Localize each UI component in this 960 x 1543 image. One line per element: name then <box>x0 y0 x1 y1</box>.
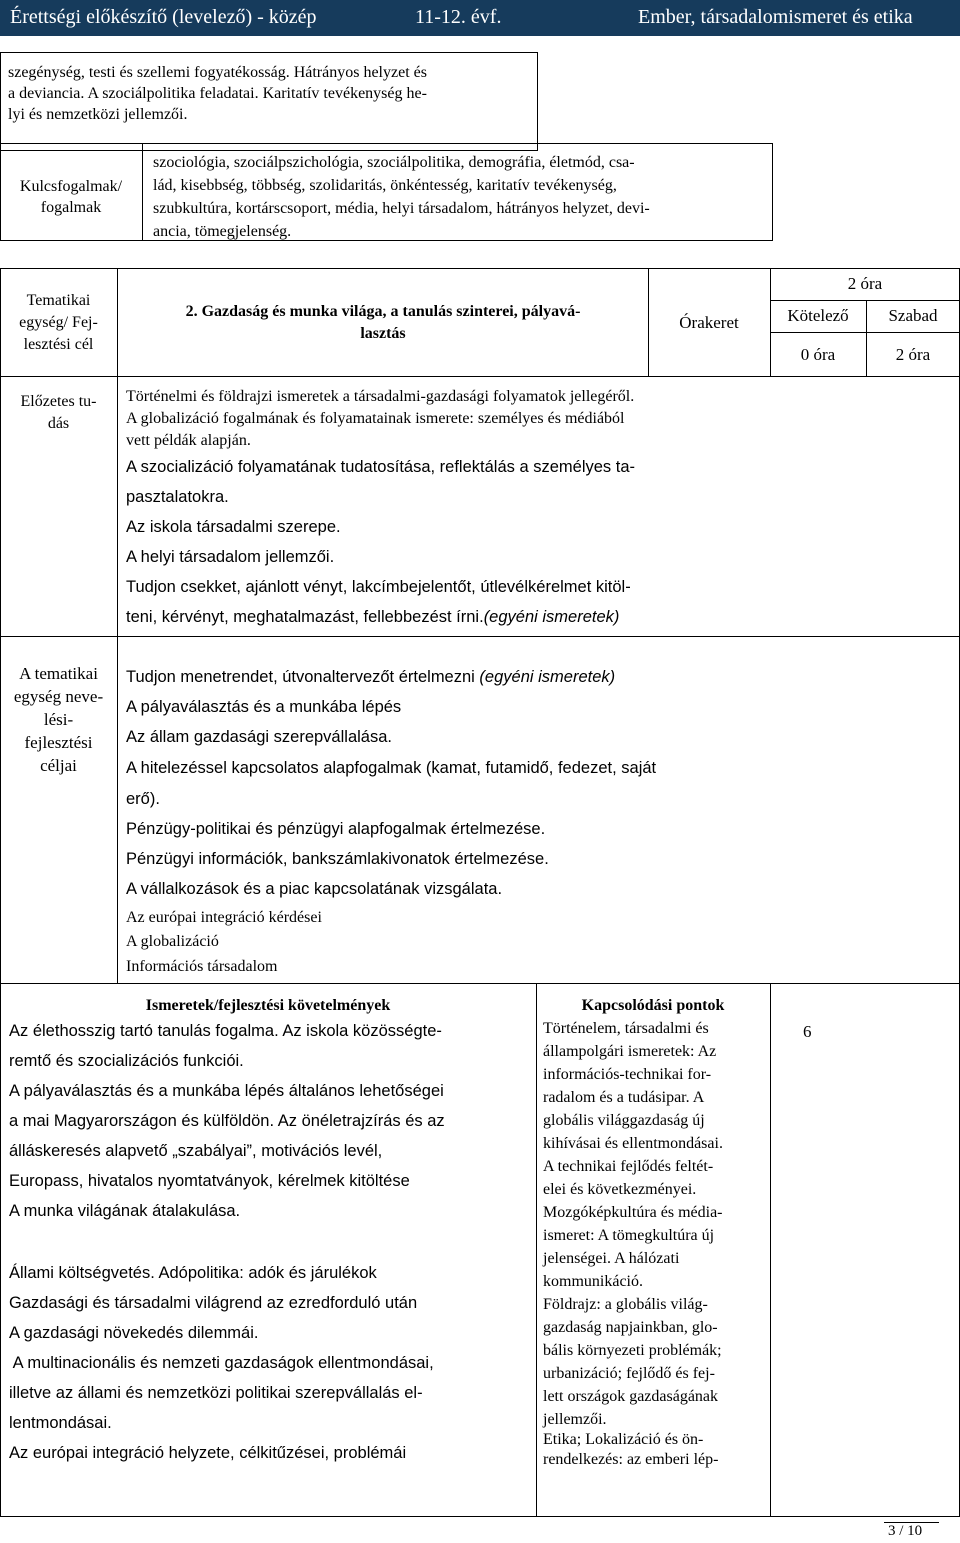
elozetes-text-plain: teni, kérvényt, meghatalmazást, fellebbezést írni. <box>126 608 484 626</box>
page-number: 3 / 10 <box>888 1523 923 1539</box>
kulcsfogalmak-text: lád, kisebbség, többség, szolidaritás, önkéntesség, karitatív tevékenység, <box>153 177 617 194</box>
section-hours: 6 <box>803 1022 812 1041</box>
kapcsolodo-text: urbanizáció; fejlődő és fej- <box>543 1365 715 1382</box>
ismeretek-text: Állami költségvetés. Adópolitika: adók és járulékok <box>9 1264 377 1282</box>
celjai-text: A pályaválasztás és a munkába lépés <box>126 698 402 716</box>
table-border <box>0 143 773 144</box>
kapcsolodo-text: globális világgazdaság új <box>543 1112 705 1129</box>
kapcsolodo-text: elei és következményei. <box>543 1181 697 1198</box>
kapcsolodo-text: Földrajz: a globális világ- <box>543 1296 708 1313</box>
kapcsolodo-text: ismeret: A tömegkultúra új <box>543 1227 715 1244</box>
table-border <box>772 143 773 241</box>
kapcsolodo-text: jelenségei. A hálózati <box>543 1250 680 1267</box>
top-cell-line: a deviancia. A szociálpolitika feladatai. Karitatív tevékenység he- <box>8 85 427 102</box>
table-border <box>0 268 960 269</box>
unit-label: lesztési cél <box>23 336 94 353</box>
kapcsolodo-text: gazdaság napjainkban, glo- <box>543 1319 718 1336</box>
table-border <box>0 240 773 241</box>
ismeretek-text: Gazdasági és társadalmi világrend az ezredforduló után <box>9 1294 418 1312</box>
ismeretek-text: Europass, hivatalos nyomtatványok, kérelmek kitöltése <box>9 1172 410 1190</box>
page-header <box>0 0 960 36</box>
unit-title: 2. Gazdaság és munka világa, a tanulás szinterei, pályavá- <box>185 303 581 320</box>
ismeretek-text: Az élethosszig tartó tanulás fogalma. Az iskola közösségte- <box>9 1022 442 1040</box>
kapcsolodo-text: lett országok gazdaságának <box>543 1388 719 1405</box>
elozetes-text: pasztalatokra. <box>126 488 229 506</box>
kapcsolodo-text: kommunikáció. <box>543 1273 643 1290</box>
table-border <box>770 300 960 301</box>
ismeretek-header: Ismeretek/fejlesztési követelmények <box>145 997 391 1014</box>
elozetes-text: Az iskola társadalmi szerepe. <box>126 518 341 536</box>
elozetes-text: A helyi társadalom jellemzői. <box>126 548 335 566</box>
orakeret-label: Órakeret <box>679 313 739 332</box>
top-cell-line: lyi és nemzetközi jellemzői. <box>8 106 188 123</box>
celjai-text: Az európai integráció kérdései <box>126 909 322 926</box>
elozetes-label: dás <box>47 415 70 432</box>
szabad-hours: 2 óra <box>895 345 931 364</box>
celjai-label: A tematikai <box>19 664 98 683</box>
celjai-text: A hitelezéssel kapcsolatos alapfogalmak (kamat, futamidő, fedezet, saját <box>126 759 657 777</box>
table-border <box>0 1516 960 1517</box>
celjai-text: Az állam gazdasági szerepvállalása. <box>126 728 392 746</box>
kapcsolodo-text: jellemzői. <box>543 1411 607 1428</box>
celjai-text-plain: Tudjon menetrendet, útvonaltervezőt értelmezni <box>126 668 480 686</box>
unit-label: egység/ Fej- <box>19 314 98 331</box>
celjai-label: céljai <box>40 756 77 775</box>
ismeretek-text: A multinacionális és nemzeti gazdaságok ellentmondásai, <box>9 1354 434 1372</box>
elozetes-text: A szocializáció folyamatának tudatosítása, reflektálás a személyes ta- <box>126 458 635 476</box>
header-grade: 11-12. évf. <box>415 6 502 28</box>
kotelezo-hours: 0 óra <box>800 345 836 364</box>
kulcsfogalmak-text: szociológia, szociálpszichológia, szociálpolitika, demográfia, életmód, csa- <box>153 154 635 171</box>
kulcsfogalmak-label: Kulcsfogalmak/ <box>19 178 123 195</box>
kapcsolodo-text: rendelkezés: az emberi lép- <box>543 1451 719 1468</box>
ismeretek-text: lentmondásai. <box>9 1414 112 1432</box>
kapcsolodo-text: kihívásai és ellentmondásai. <box>543 1135 723 1152</box>
table-border <box>117 268 118 984</box>
elozetes-text: Történelmi és földrajzi ismeretek a társadalmi-gazdasági folyamatok jellegéről. <box>126 388 635 405</box>
kulcsfogalmak-text: ancia, tömegjelenség. <box>153 223 292 240</box>
table-border <box>770 332 960 333</box>
table-border <box>536 983 537 1517</box>
table-border <box>0 268 1 1517</box>
kapcsolodo-text: Történelem, társadalmi és <box>543 1020 709 1037</box>
celjai-label: lési- <box>43 710 74 729</box>
elozetes-text: A globalizáció fogalmának és folyamatainak ismerete: személyes és médiából <box>126 410 625 427</box>
ismeretek-text: A munka világának átalakulása. <box>9 1202 241 1220</box>
kotelezo-label: Kötelező <box>787 306 849 325</box>
kulcsfogalmak-label: fogalmak <box>40 199 102 216</box>
table-border <box>770 983 771 1517</box>
celjai-text: A globalizáció <box>126 933 219 950</box>
celjai-text-italic: (egyéni ismeretek) <box>479 668 616 686</box>
ismeretek-text: A pályaválasztás és a munkába lépés általános lehetőségei <box>9 1082 444 1100</box>
ismeretek-text: álláskeresés alapvető „szabályai”, motivációs levél, <box>9 1142 383 1160</box>
table-border <box>0 636 960 637</box>
elozetes-label: Előzetes tu- <box>20 393 97 410</box>
header-course: Érettségi előkészítő (levelező) - közép <box>10 6 317 28</box>
celjai-text: Pénzügyi információk, bankszámlakivonatok értelmezése. <box>126 850 549 868</box>
celjai-label: egység neve- <box>13 687 104 706</box>
ismeretek-text: A gazdasági növekedés dilemmái. <box>9 1324 259 1342</box>
header-subject: Ember, társadalomismeret és etika <box>638 6 913 28</box>
unit-title: lasztás <box>360 325 406 342</box>
kapcsolodo-text: A technikai fejlődés feltét- <box>543 1158 714 1175</box>
total-hours: 2 óra <box>847 274 883 293</box>
kulcsfogalmak-text: szubkultúra, kortárscsoport, média, helyi társadalom, hátrányos helyzet, devi- <box>153 200 650 217</box>
unit-label: Tematikai <box>26 292 91 309</box>
table-border <box>0 52 1 150</box>
table-border <box>0 376 960 377</box>
kapcsolodo-text: állampolgári ismeretek: Az <box>543 1043 717 1060</box>
szabad-label: Szabad <box>888 306 938 325</box>
kapcsolodo-text: Etika; Lokalizáció és ön- <box>543 1431 704 1448</box>
kapcsolodo-text: radalom és a tudásipar. A <box>543 1089 705 1106</box>
kapcsolodo-text: bális környezeti problémák; <box>543 1342 722 1359</box>
kapcsolodo-header: Kapcsolódási pontok <box>581 997 725 1014</box>
table-border <box>537 52 538 150</box>
kapcsolodo-text: információs-technikai for- <box>543 1066 712 1083</box>
ismeretek-text: remtő és szocializációs funkciói. <box>9 1052 244 1070</box>
ismeretek-text: a mai Magyarországon és külföldön. Az önéletrajzírás és az <box>9 1112 445 1130</box>
celjai-text: Pénzügy-politikai és pénzügyi alapfogalmak értelmezése. <box>126 820 546 838</box>
celjai-text <box>126 662 615 692</box>
table-border <box>142 143 143 241</box>
celjai-text: Információs társadalom <box>126 958 278 975</box>
table-border <box>0 52 538 53</box>
top-cell-line: szegénység, testi és szellemi fogyatékosság. Hátrányos helyzet és <box>8 64 427 81</box>
elozetes-text: vett példák alapján. <box>126 432 251 449</box>
ismeretek-text: illetve az állami és nemzetközi politikai szerepvállalás el- <box>9 1384 423 1402</box>
elozetes-text-italic: (egyéni ismeretek) <box>483 608 620 626</box>
celjai-label: fejlesztési <box>24 733 93 752</box>
kapcsolodo-text: Mozgóképkultúra és média- <box>543 1204 723 1221</box>
celjai-text: erő). <box>126 790 160 808</box>
elozetes-text <box>126 602 619 632</box>
ismeretek-text: Az európai integráció helyzete, célkitűzései, problémái <box>9 1444 407 1462</box>
elozetes-text: Tudjon csekket, ajánlott vényt, lakcímbejelentőt, útlevélkérelmet kitöl- <box>126 578 631 596</box>
table-border <box>0 983 960 984</box>
celjai-text: A vállalkozások és a piac kapcsolatának vizsgálata. <box>126 880 503 898</box>
